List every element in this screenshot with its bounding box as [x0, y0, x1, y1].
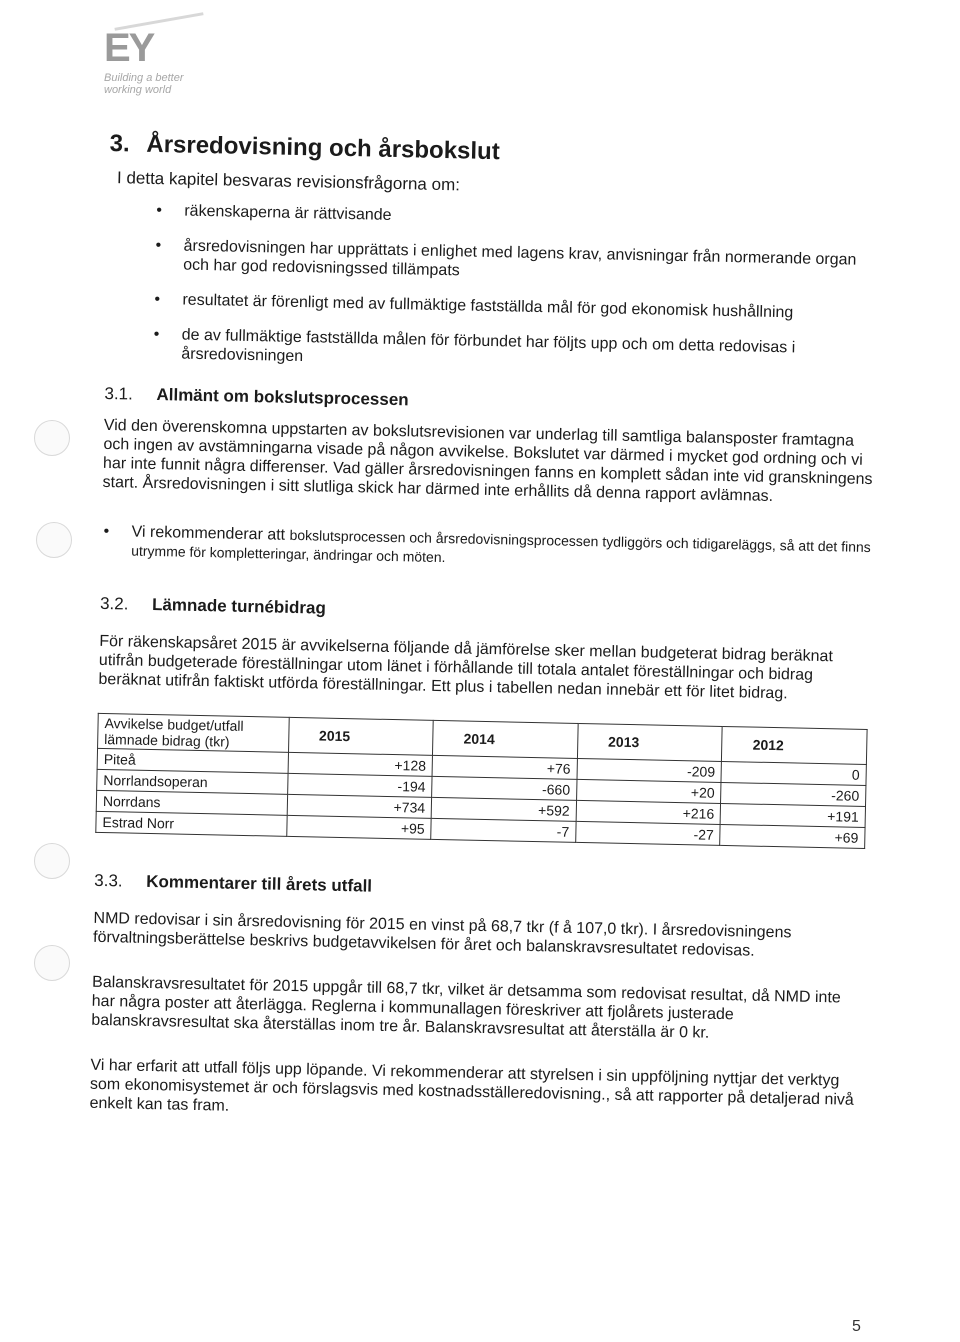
recommendation-bullet: • Vi rekommenderar att bokslutsprocessen och årsredovisningsprocessen tydliggörs och tidigareläggs, så att det finns utrymme för kompletteringar, ändringar och möten.: [101, 522, 872, 576]
ey-logo: [104, 28, 224, 96]
table-cell: Piteå: [97, 748, 288, 773]
section-3-heading: 3. Årsredovisning och årsbokslut: [109, 130, 501, 166]
table-header-cell: 2015: [288, 717, 433, 755]
table-cell: -194: [287, 773, 432, 797]
table-cell: +76: [432, 755, 577, 779]
section-3-3-paragraph-2: Balanskravsresultatet för 2015 uppgår till 68,7 tkr, vilket är detsamma som redovisat resultat, då NMD inte har några poster att återlägga. Reglerna i kommunallagen föreskriver att fjolårets justerade balanskravsresultat ska återställas inom tre år. Balanskravsresultat att återställa är 0 kr.: [91, 973, 841, 1042]
table-cell: +191: [720, 803, 865, 827]
section-3-intro: I detta kapitel besvaras revisionsfrågorna om:: [116, 168, 461, 195]
section-3-1-heading: 3.1. Allmänt om bokslutsprocessen: [104, 383, 409, 410]
table-cell: +95: [286, 815, 431, 839]
page-content: [89, 130, 879, 1129]
table-cell: -660: [432, 776, 577, 800]
table-cell: +128: [288, 752, 433, 776]
punch-hole: [36, 522, 72, 558]
table-cell: +734: [287, 794, 432, 818]
section-3-2-heading: 3.2. Lämnade turnébidrag: [99, 593, 327, 618]
table-header-cell: 2012: [722, 726, 867, 764]
list-item: • räkenskaperna är rättvisande: [156, 201, 878, 235]
audit-questions-list: [105, 200, 878, 378]
table-header-cell: 2013: [577, 723, 722, 761]
table-cell: Estrad Norr: [96, 811, 287, 836]
table-cell: +592: [431, 797, 576, 821]
table-cell: 0: [721, 761, 866, 785]
table-header-cell: Avvikelse budget/utfall lämnade bidrag (tkr): [98, 713, 289, 752]
logo-tagline: Building a better working world: [104, 72, 184, 96]
section-3-3-paragraph-1: NMD redovisar i sin årsredovisning för 2015 en vinst på 68,7 tkr (f å 107,0 tkr). I årsredovisningens förvaltningsberättelse beskrivs budgetavvikelsen för året och balanskravsresultatet redovisas.: [92, 909, 792, 960]
table-cell: +69: [720, 824, 865, 848]
table-cell: -27: [576, 821, 721, 845]
section-3-3-heading: 3.3. Kommentarer till årets utfall: [94, 870, 373, 896]
table-cell: +216: [576, 800, 721, 824]
list-item: • årsredovisningen har upprättats i enlighet med lagens krav, anvisningar från normerande organ och har god redovisningssed tillämpats: [155, 236, 878, 289]
table-cell: Norrdans: [96, 790, 287, 815]
table-cell: Norrlandsoperan: [97, 769, 288, 794]
page-number: 5: [852, 1318, 861, 1335]
table-cell: +20: [576, 779, 721, 803]
logo-mark: EY: [104, 26, 154, 70]
list-item: • de av fullmäktige fastställda målen för förbundet har följts upp och om detta redovisas i årsredovisningen: [153, 325, 876, 378]
section-3-1-body: Vid den överenskomna uppstarten av bokslutsrevisionen var underlag till samtliga balansposter framtagna och ingen av avstämningarna visade på någon avvikelse. Bokslutet var därmed i mycket god ordning och vi har inte funnit några differenser. Vad gäller årsredovisningen fanns en komplett sådan inte vid granskningens start. Årsredovisningen i sitt slutliga skick har därmed inte erhållits då denna rapport avlämnas.: [102, 416, 873, 505]
punch-hole: [34, 843, 70, 879]
section-3-2-body: För räkenskapsåret 2015 är avvikelserna följande då jämförelse sker mellan budgeterat bidrag beräknat utifrån budgeterade föreställningar utom länet i förhållande till totala antalet föreställningar och bidrag beräknat utifrån faktiskt utförda föreställningar. Ett plus i tabellen nedan innebär ett för litet bidrag.: [98, 632, 834, 703]
punch-hole: [34, 420, 70, 456]
table-cell: -7: [431, 818, 576, 842]
deviation-table: [95, 713, 867, 849]
table-header-cell: 2014: [433, 720, 578, 758]
punch-hole: [34, 945, 70, 981]
table-cell: -260: [721, 782, 866, 806]
section-3-3-paragraph-3: Vi har erfarit att utfall följs upp löpande. Vi rekommenderar att styrelsen i sin uppföljning nyttjar det verktyg som ekonomisystemet är och förslagsvis med kostnadsställeredovisning., så att rapporter på detaljerad nivå enkelt kan tas fram.: [89, 1056, 854, 1115]
table-cell: -209: [577, 758, 722, 782]
list-item: • resultatet är förenligt med av fullmäktige fastställda mål för god ekonomisk hushållning: [154, 290, 876, 324]
